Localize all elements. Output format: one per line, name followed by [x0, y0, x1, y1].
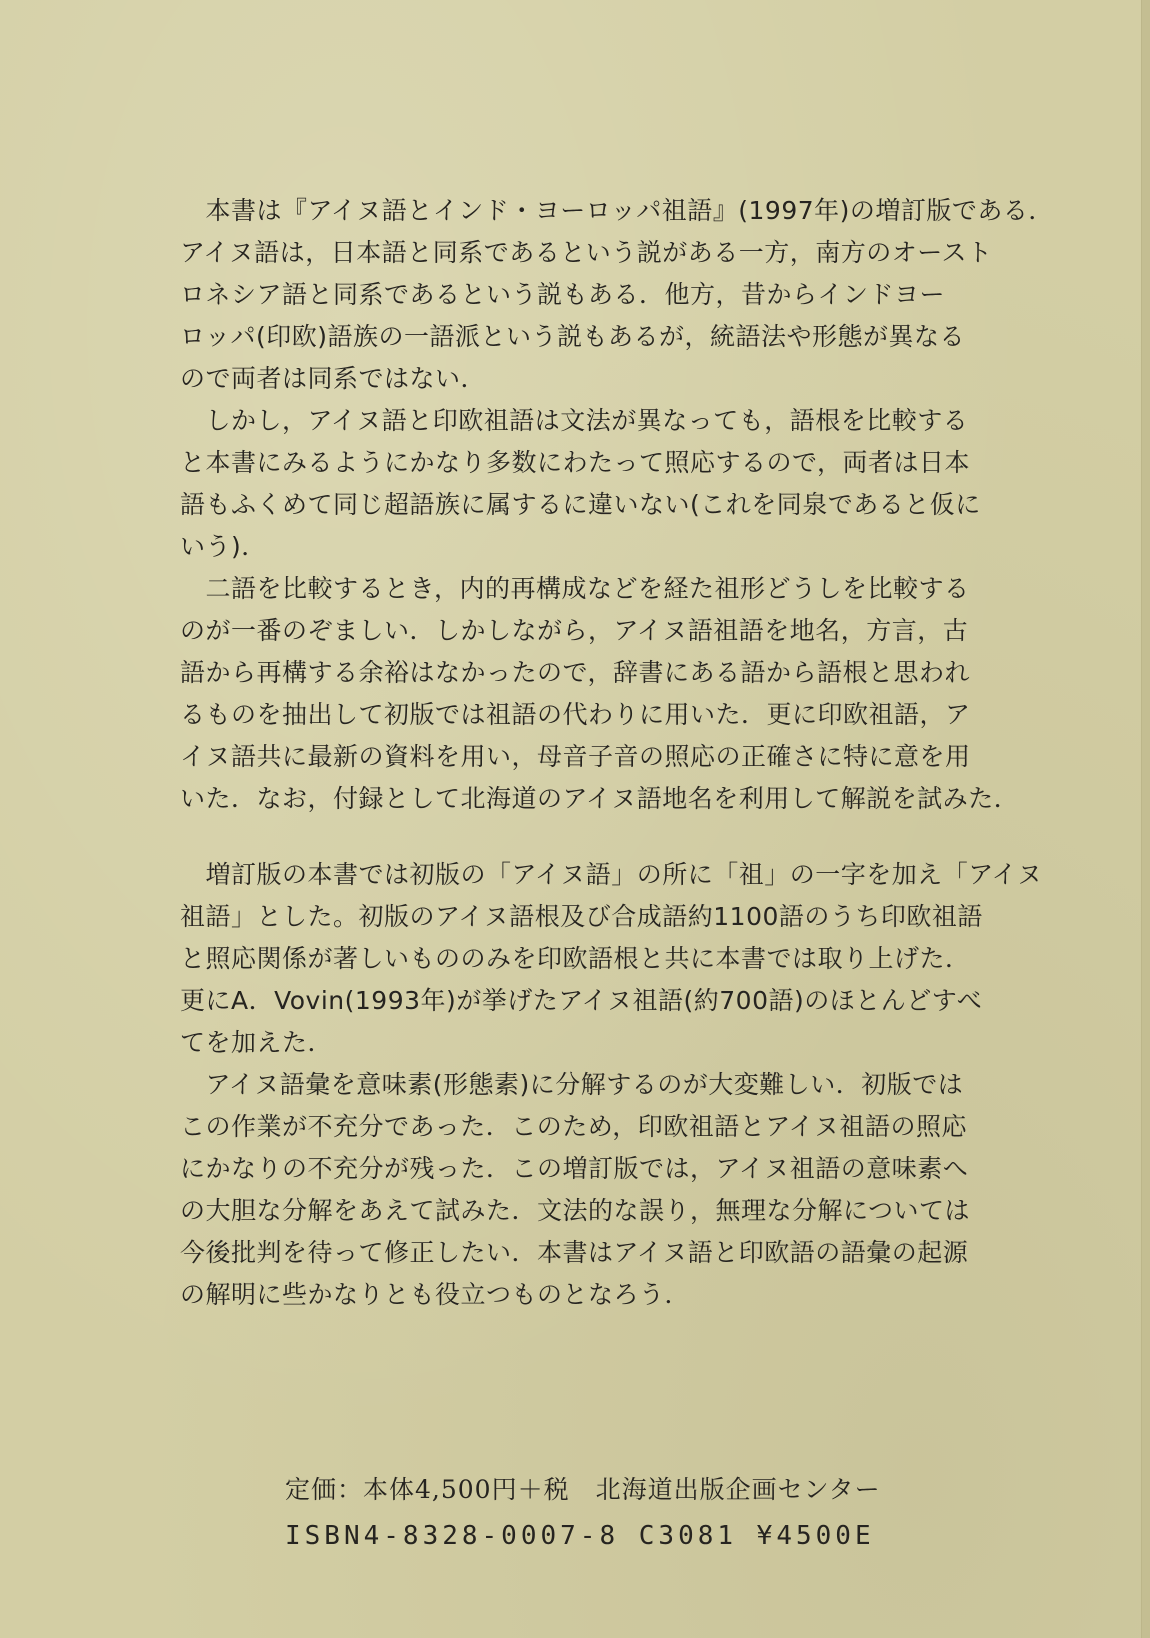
cover-edge	[1141, 0, 1150, 1638]
text-line: 今後批判を待って修正したい．本書はアイヌ語と印欧語の語彙の起源	[180, 1238, 969, 1267]
text-line: 祖語」とした。初版のアイヌ語根及び合成語約1100語のうち印欧祖語	[180, 902, 983, 931]
text-line: てを加えた．	[180, 1028, 334, 1057]
description-text	[180, 190, 1054, 1316]
paragraph	[180, 190, 1054, 400]
paragraph	[180, 568, 1020, 820]
text-line: 語から再構する余裕はなかったので，辞書にある語から語根と思われ	[180, 658, 971, 687]
publication-info	[285, 1470, 881, 1556]
text-line: ロッパ(印欧)語族の一語派という説もあるが，統語法や形態が異なる	[180, 322, 966, 351]
text-line: アイヌ語は，日本語と同系であるという説がある一方，南方のオースト	[180, 238, 993, 267]
text-line: るものを抽出して初版では祖語の代わりに用いた．更に印欧祖語，ア	[180, 700, 971, 729]
text-line: イヌ語共に最新の資料を用い，母音子音の照応の正確さに特に意を用	[180, 742, 971, 771]
paragraph	[180, 400, 980, 568]
paragraph-gap	[180, 820, 980, 854]
text-line: 更にA．Vovin(1993年)が挙げたアイヌ祖語(約700語)のほとんどすべ	[180, 986, 983, 1015]
text-line: しかし，アイヌ語と印欧祖語は文法が異なっても，語根を比較する	[180, 406, 969, 435]
text-line: と照応関係が著しいもののみを印欧語根と共に本書では取り上げた．	[180, 944, 971, 973]
text-line: の解明に些かなりとも役立つものとなろう．	[180, 1280, 691, 1309]
paragraph	[180, 1064, 980, 1316]
price-and-publisher: 定価：本体4,500円＋税 北海道出版企画センター	[285, 1475, 881, 1504]
text-line: この作業が不充分であった．このため，印欧祖語とアイヌ祖語の照応	[180, 1112, 968, 1141]
text-line: と本書にみるようにかなり多数にわたって照応するので，両者は日本	[180, 448, 971, 477]
text-line: 本書は『アイヌ語とインド・ヨーロッパ祖語』(1997年)の増訂版である．	[180, 196, 1054, 225]
text-line: の大胆な分解をあえて試みた．文法的な誤り，無理な分解については	[180, 1196, 971, 1225]
isbn-code: ISBN4-8328-0007-8 C3081 ¥4500E	[285, 1521, 875, 1551]
text-line: 二語を比較するとき，内的再構成などを経た祖形どうしを比較する	[180, 574, 970, 603]
text-line: 語もふくめて同じ超語族に属するに違いない(これを同泉であると仮に	[180, 490, 981, 519]
text-line: ロネシア語と同系であるという説もある．他方，昔からインドヨー	[180, 280, 946, 309]
text-line: 増訂版の本書では初版の「アイヌ語」の所に「祖」の一字を加え「アイヌ	[180, 860, 1043, 889]
text-line: ので両者は同系ではない．	[180, 364, 487, 393]
text-line: いう)．	[180, 532, 267, 561]
paragraph	[180, 854, 1043, 1064]
text-line: にかなりの不充分が残った．この増訂版では，アイヌ祖語の意味素へ	[180, 1154, 969, 1183]
text-line: アイヌ語彙を意味素(形態素)に分解するのが大変難しい．初版では	[180, 1070, 964, 1099]
text-line: いた．なお，付録として北海道のアイヌ語地名を利用して解説を試みた．	[180, 784, 1020, 813]
text-line: のが一番のぞましい．しかしながら，アイヌ語祖語を地名，方言，古	[180, 616, 969, 645]
